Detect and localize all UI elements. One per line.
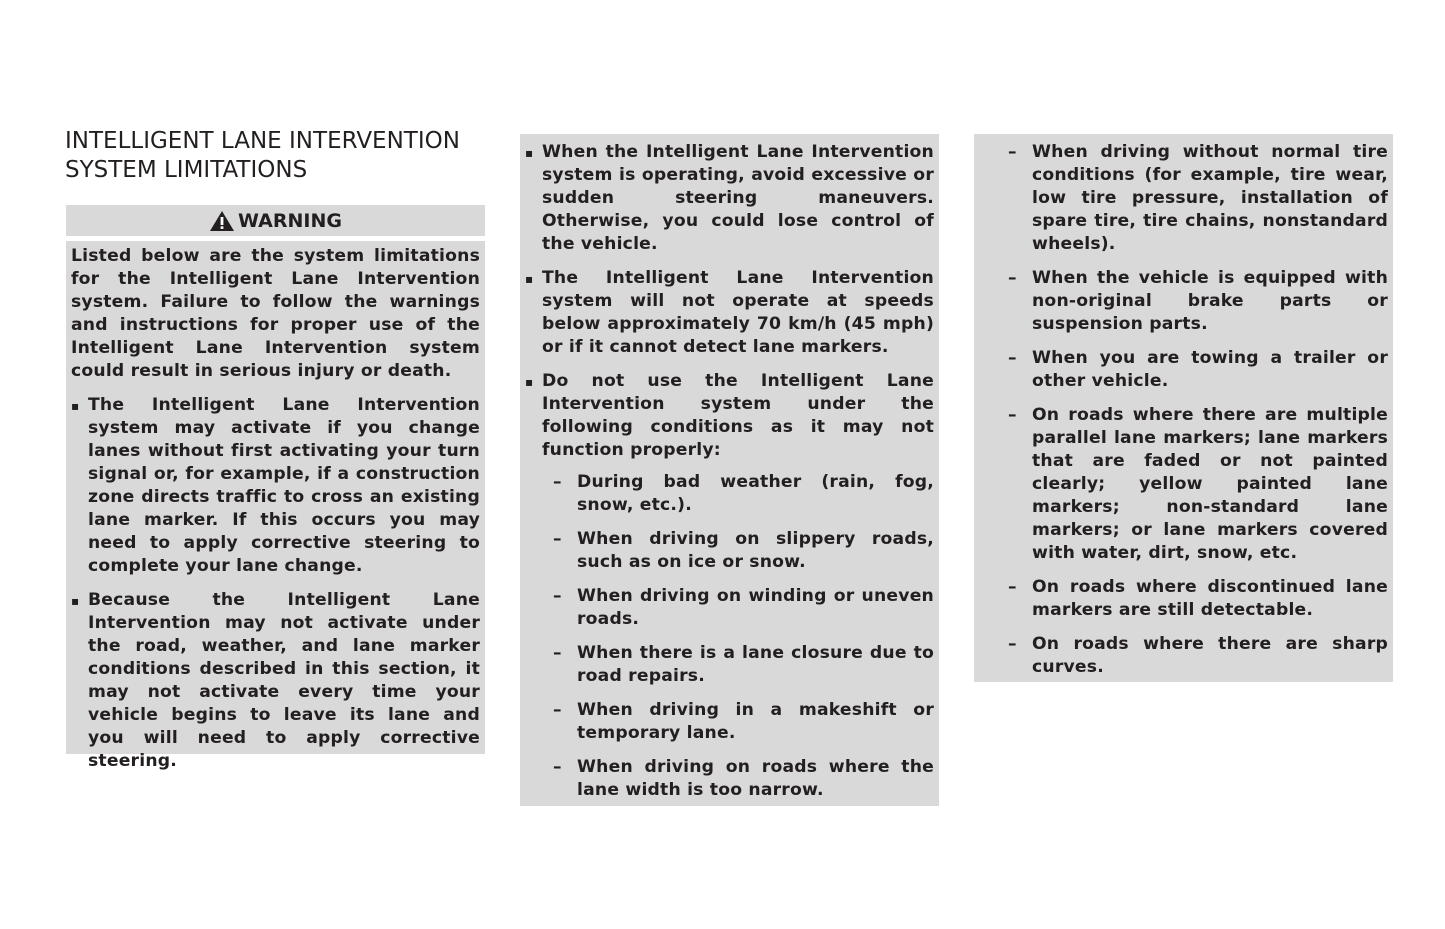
col2-bullet-2: The Intelligent Lane Intervention system will not operate at speeds below approximately 70 km/h (45 mph) or if it cannot detect lane markers. [542,268,934,357]
dash-marker: – [1008,634,1017,654]
list-item [71,394,480,578]
bullet-marker [525,141,542,256]
dash-marker: – [553,700,562,720]
list-item [547,756,934,802]
warning-box [66,241,485,771]
list-item [1002,267,1388,336]
condition-7: When driving without normal tire conditions (for example, tire wear, low tire pressure, installation of spare tire, tire chains, nonstandard wheels). [1032,142,1388,254]
list-item [1002,404,1388,565]
list-item [1002,633,1388,679]
warning-bullet-1: The Intelligent Lane Intervention system may activate if you change lanes without first activating your turn signal or, for example, if a construction zone directs traffic to cross an existing lane marker. If this occurs you may need to apply corrective steering to complete your lane change. [88,395,480,576]
dash-marker: – [553,529,562,549]
condition-1: During bad weather (rain, fog, snow, etc.). [577,472,934,515]
condition-4: When there is a lane closure due to road repairs. [577,643,934,686]
section-title [65,127,495,185]
dash-marker: – [1008,405,1017,425]
warning-triangle-icon [209,210,235,232]
dash-marker: – [1008,142,1017,162]
bullet-marker [71,589,88,773]
warning-intro: Listed below are the system limitations for the Intelligent Lane Intervention system. Failure to follow the warnings and instructions for proper use of the Intelligent Lane Intervention system could result in serious injury or death. [71,246,480,381]
condition-3: When driving on winding or uneven roads. [577,586,934,629]
bullet-marker [71,394,88,578]
list-item [547,585,934,631]
list-item [1002,347,1388,393]
dash-marker: – [553,757,562,777]
list-item [1002,576,1388,622]
list-item [547,699,934,745]
condition-10: On roads where there are multiple parallel lane markers; lane markers that are faded or not painted clearly; yellow painted lane markers; non-standard lane markers; or lane markers covered with water, dirt, snow, etc. [1032,405,1388,563]
dash-marker: – [553,472,562,492]
dash-marker: – [1008,577,1017,597]
condition-6: When driving on roads where the lane width is too narrow. [577,757,934,800]
warning-header [66,205,485,236]
dash-marker: – [1008,268,1017,288]
warning-label: WARNING [238,209,342,232]
list-item [71,589,480,773]
dash-marker: – [1008,348,1017,368]
list-item [547,471,934,517]
condition-5: When driving in a makeshift or temporary lane. [577,700,934,743]
bullet-marker [525,370,542,462]
condition-9: When you are towing a trailer or other vehicle. [1032,348,1388,391]
list-item [547,528,934,574]
limitations-column-2 [520,134,939,806]
list-item [547,642,934,688]
list-item [1002,141,1388,256]
limitations-column-3 [974,134,1393,682]
condition-12: On roads where there are sharp curves. [1032,634,1388,677]
col2-bullet-3: Do not use the Intelligent Lane Intervention system under the following conditions as it may not function properly: [542,371,934,460]
warning-bullet-2: Because the Intelligent Lane Intervention may not activate under the road, weather, and lane marker conditions described in this section, it may not activate every time your vehicle begins to leave its lane and you will need to apply corrective steering. [88,590,480,771]
dash-marker: – [553,586,562,606]
list-item [525,141,934,256]
list-item [525,267,934,359]
condition-2: When driving on slippery roads, such as on ice or snow. [577,529,934,572]
section-title-line-2: SYSTEM LIMITATIONS [65,157,308,183]
condition-11: On roads where discontinued lane markers are still detectable. [1032,577,1388,620]
list-item [525,370,934,462]
col2-bullet-1: When the Intelligent Lane Intervention system is operating, avoid excessive or sudden steering maneuvers. Otherwise, you could lose control of the vehicle. [542,142,934,254]
section-title-line-1: INTELLIGENT LANE INTERVENTION [65,128,460,154]
bullet-marker [525,267,542,359]
condition-8: When the vehicle is equipped with non-original brake parts or suspension parts. [1032,268,1388,334]
dash-marker: – [553,643,562,663]
